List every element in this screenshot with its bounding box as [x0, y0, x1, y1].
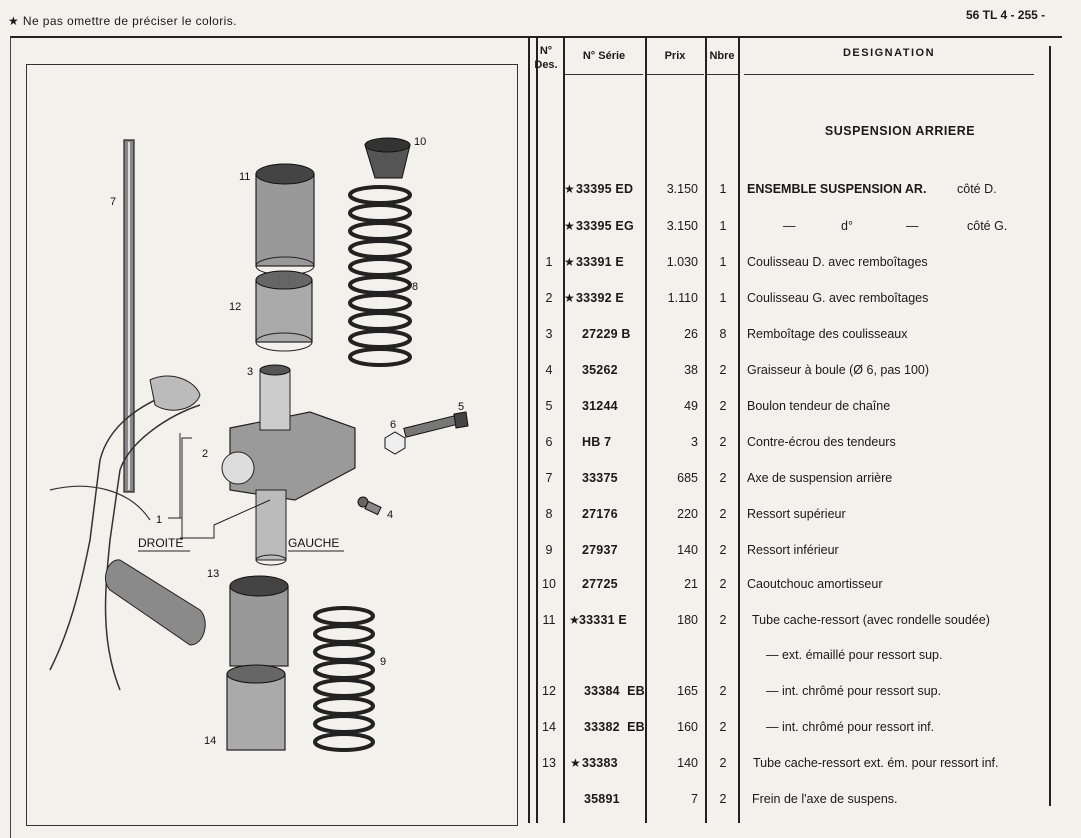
price: 220 [677, 507, 698, 521]
ref-number: 13 [542, 756, 556, 770]
designation: Boulon tendeur de chaîne [747, 399, 891, 413]
serie-number: 35891 [584, 792, 620, 806]
table-row [528, 786, 1060, 812]
designation-side: côté D. [957, 182, 997, 196]
price: 26 [684, 327, 698, 341]
quantity: 1 [719, 182, 727, 196]
header-rule [646, 74, 704, 75]
slider-2 [222, 365, 355, 565]
grease-nipple-4 [358, 497, 381, 515]
table-row [528, 213, 1060, 239]
price: 1.110 [667, 291, 698, 305]
quantity: 2 [719, 577, 727, 591]
quantity: 2 [719, 399, 727, 413]
exploded-view-illustration [30, 70, 510, 820]
quantity: 2 [719, 792, 727, 806]
tension-bolt-5 [404, 412, 468, 437]
page-reference: 56 TL 4 - 255 - [966, 8, 1046, 22]
ditto-dash: — [906, 219, 919, 233]
tube-11 [256, 174, 314, 266]
designation: Axe de suspension arrière [747, 471, 893, 485]
table-row [528, 714, 1060, 740]
star-marker: ★ [570, 756, 581, 770]
table-row [528, 642, 1060, 668]
designation: Coulisseau G. avec remboîtages [747, 291, 929, 305]
col-header-serie: N° Série [582, 50, 626, 62]
price: 685 [677, 471, 698, 485]
col-header-num: N° Des. [534, 45, 558, 71]
serie-number: 33392 E [576, 291, 624, 305]
table-row [528, 393, 1060, 419]
designation: — ext. émaillé pour ressort sup. [766, 648, 943, 662]
table-row [528, 537, 1060, 563]
quantity: 8 [719, 327, 727, 341]
designation: Coulisseau D. avec remboîtages [747, 255, 928, 269]
serie-number: 35262 [582, 363, 618, 377]
ref-number: 1 [545, 255, 553, 269]
callout-14: 14 [204, 735, 217, 747]
designation: Tube cache-ressort ext. ém. pour ressort inf. [753, 756, 999, 770]
designation: Graisseur à boule (Ø 6, pas 100) [747, 363, 930, 377]
serie-number: 31244 [582, 399, 618, 413]
callout-9: 9 [380, 656, 387, 668]
table-row [528, 357, 1060, 383]
serie-number: 33375 [582, 471, 618, 485]
grip [105, 560, 205, 645]
quantity: 2 [719, 363, 727, 377]
serie-number: 27725 [582, 577, 618, 591]
table-row [528, 678, 1060, 704]
price: 1.030 [666, 255, 698, 269]
callout-8: 8 [412, 281, 419, 293]
serie-number: 33383 [582, 756, 618, 770]
star-marker: ★ [564, 219, 575, 233]
star-marker: ★ [569, 613, 580, 627]
ref-number: 5 [545, 399, 553, 413]
price: 180 [677, 613, 698, 627]
table-row [528, 571, 1060, 597]
designation: Ressort supérieur [747, 507, 846, 521]
callout-12: 12 [229, 301, 242, 313]
tube-14 [227, 674, 285, 750]
quantity: 1 [719, 255, 727, 269]
ref-number: 7 [545, 471, 553, 485]
col-header-designation: DESIGNATION [842, 47, 936, 59]
callout-3: 3 [247, 366, 254, 378]
ditto-mark: d° [841, 219, 853, 233]
table-row [528, 501, 1060, 527]
ref-number: 12 [542, 684, 556, 698]
table-row [528, 176, 1060, 202]
callout-13: 13 [207, 568, 220, 580]
col-header-prix: Prix [664, 50, 686, 62]
ref-number: 2 [545, 291, 553, 305]
coloris-note: ★ Ne pas omettre de préciser le coloris. [8, 14, 237, 28]
callout-6: 6 [390, 419, 397, 431]
designation-main: ENSEMBLE SUSPENSION AR. [747, 182, 927, 196]
price: 21 [684, 577, 698, 591]
price: 140 [677, 543, 698, 557]
label-gauche: GAUCHE [288, 536, 340, 550]
price: 140 [677, 756, 698, 770]
label-droite: DROITE [138, 536, 184, 550]
callout-10: 10 [414, 136, 427, 148]
designation: — int. chrômé pour ressort inf. [766, 720, 935, 734]
serie-number: 33331 E [579, 613, 627, 627]
ref-number: 10 [542, 577, 556, 591]
table-row [528, 607, 1060, 633]
callout-1: 1 [156, 514, 163, 526]
callout-2: 2 [202, 448, 209, 460]
star-marker: ★ [564, 291, 575, 305]
tube-13 [230, 586, 288, 666]
table-row [528, 750, 1060, 776]
quantity: 2 [719, 684, 727, 698]
price: 3.150 [666, 219, 698, 233]
table-row [528, 429, 1060, 455]
ref-number: 4 [545, 363, 553, 377]
callout-7: 7 [110, 196, 117, 208]
price: 3 [691, 435, 698, 449]
callout-5: 5 [458, 401, 465, 413]
callout-11: 11 [239, 171, 251, 183]
quantity: 2 [719, 756, 727, 770]
section-title: SUSPENSION ARRIERE [824, 124, 976, 138]
ref-number: 3 [545, 327, 553, 341]
header-rule [565, 74, 643, 75]
price: 49 [684, 399, 698, 413]
designation: — int. chrômé pour ressort sup. [766, 684, 942, 698]
designation [747, 182, 1060, 196]
star-marker: ★ [564, 255, 575, 269]
callout-4: 4 [387, 509, 394, 521]
price: 38 [684, 363, 698, 377]
table-row [528, 285, 1060, 311]
quantity: 2 [719, 613, 727, 627]
header-rule [744, 74, 1034, 75]
price: 7 [691, 792, 698, 806]
ref-number: 11 [542, 613, 556, 627]
quantity: 2 [719, 543, 727, 557]
designation: Remboîtage des coulisseaux [747, 327, 908, 341]
lock-nut-6 [385, 432, 405, 454]
quantity: 2 [719, 720, 727, 734]
quantity: 2 [719, 507, 727, 521]
ditto-dash: — [783, 219, 796, 233]
ref-number: 9 [545, 543, 553, 557]
quantity: 1 [719, 219, 727, 233]
table-row [528, 249, 1060, 275]
serie-number: 33395 EG [576, 219, 634, 233]
designation: Tube cache-ressort (avec rondelle soudée) [752, 613, 990, 627]
quantity: 1 [719, 291, 727, 305]
quantity: 2 [719, 435, 727, 449]
ref-number: 6 [545, 435, 553, 449]
price: 3.150 [666, 182, 698, 196]
table-row [528, 321, 1060, 347]
star-marker: ★ [564, 182, 575, 196]
ref-number: 14 [542, 720, 556, 734]
serie-number: 33391 E [576, 255, 624, 269]
ref-number: 8 [545, 507, 553, 521]
designation: Caoutchouc amortisseur [747, 577, 883, 591]
designation: Contre-écrou des tendeurs [747, 435, 896, 449]
price: 160 [677, 720, 698, 734]
serie-number: 27937 [582, 543, 618, 557]
serie-number: HB 7 [582, 435, 612, 449]
price: 165 [677, 684, 698, 698]
spring-8 [350, 187, 410, 365]
designation-side: côté G. [967, 219, 1008, 233]
table-row [528, 465, 1060, 491]
col-header-nbre: Nbre [709, 50, 735, 62]
designation: Ressort inférieur [747, 543, 839, 557]
spring-9 [315, 608, 373, 750]
serie-number: 33384 EB [584, 684, 645, 698]
quantity: 2 [719, 471, 727, 485]
serie-number: 33382 EB [584, 720, 645, 734]
designation: Frein de l'axe de suspens. [752, 792, 898, 806]
header-rule [706, 74, 738, 75]
serie-number: 27229 B [582, 327, 631, 341]
serie-number: 33395 ED [576, 182, 634, 196]
serie-number: 27176 [582, 507, 618, 521]
